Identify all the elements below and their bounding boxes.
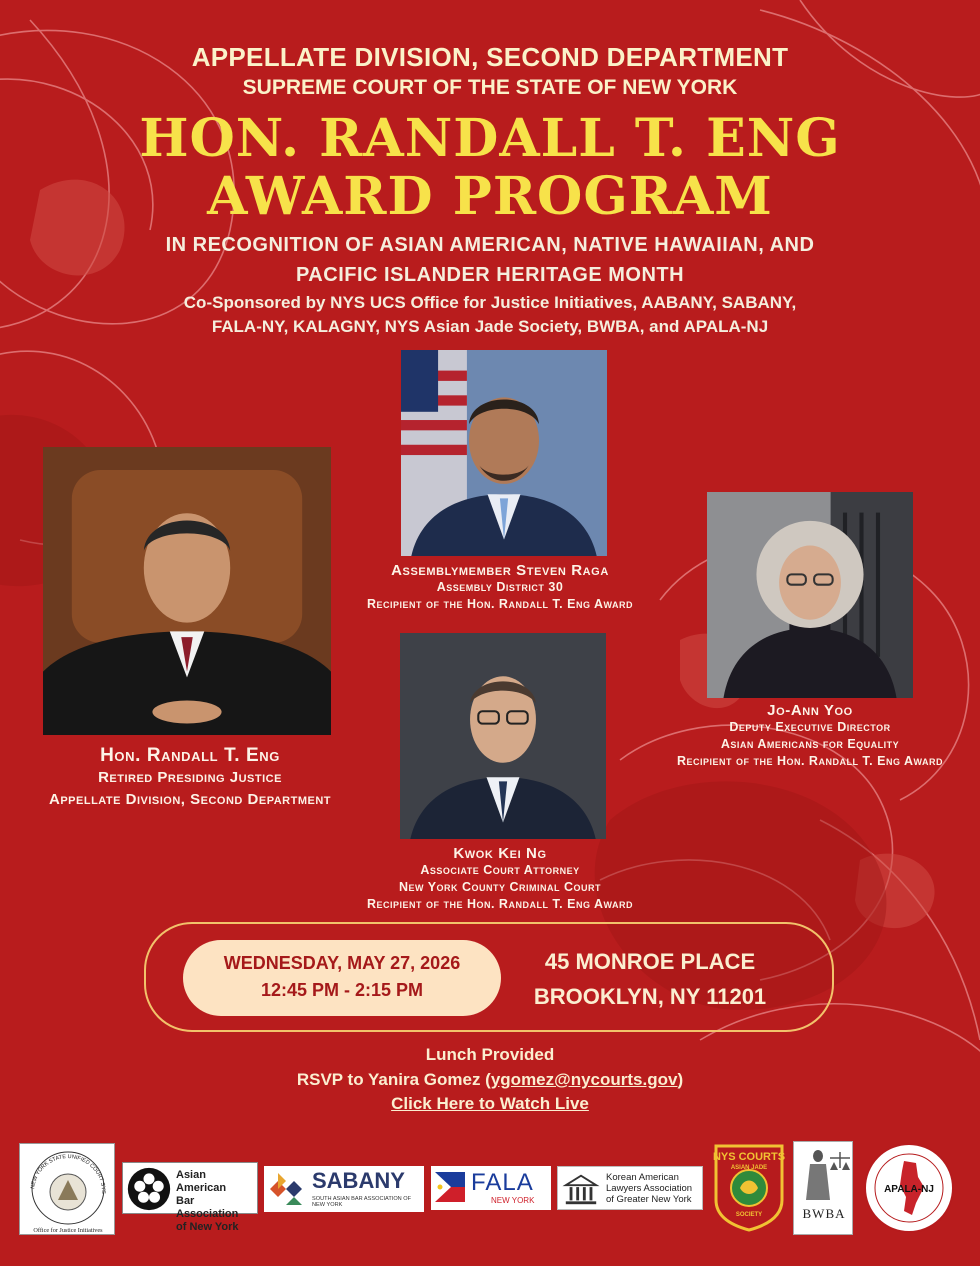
philippine-flag-icon [435, 1172, 465, 1202]
portrait-jo-ann-yoo [707, 492, 913, 698]
header-line-1: APPELLATE DIVISION, SECOND DEPARTMENT [191, 42, 789, 72]
caption-steven-raga-name: Assemblymember Steven Raga [391, 562, 609, 579]
kalagny-line-3: of Greater New York [606, 1194, 692, 1205]
sabany-caption: SOUTH ASIAN BAR ASSOCIATION OF NEW YORK [312, 1196, 412, 1208]
lunch-note: Lunch Provided [425, 1045, 555, 1064]
event-date: WEDNESDAY, MAY 27, 2026 [223, 953, 461, 973]
bwba-name: BWBA [802, 1206, 846, 1221]
watch-live-row [0, 1094, 980, 1114]
kalagny-line-1: Korean American [606, 1172, 679, 1183]
caption-steven-raga-line-2: Recipient of the Hon. Randall T. Eng Award [367, 597, 633, 611]
caption-randall-eng-line-1: Retired Presiding Justice [98, 769, 282, 786]
title-line-1: HON. RANDALL T. ENG [139, 108, 841, 169]
logo-kalagny [557, 1166, 703, 1210]
event-date-pill [183, 940, 501, 1016]
ucs-caption: Office for Justice Initiatives [33, 1227, 103, 1234]
logo-sabany [264, 1166, 424, 1212]
portrait-steven-raga [401, 350, 607, 556]
portrait-kwok-kei-ng-image [400, 633, 606, 839]
watch-live-link[interactable]: Click Here to Watch Live [391, 1094, 589, 1113]
fala-name: FALA [471, 1169, 534, 1196]
caption-jo-ann-yoo-line-3: Recipient of the Hon. Randall T. Eng Award [677, 754, 943, 768]
apala-name: APALA-NJ [884, 1184, 934, 1195]
jade-line-3: SOCIETY [735, 1212, 763, 1218]
ucs-arc-text: NEW YORK STATE UNIFIED COURT SYS [30, 1153, 107, 1194]
sabany-name: SABANY [312, 1168, 405, 1193]
portrait-randall-eng-image [43, 447, 331, 735]
event-address-line-2: BROOKLYN, NY 11201 [533, 984, 767, 1009]
kalagny-building-icon [562, 1170, 600, 1208]
portrait-steven-raga-image [401, 350, 607, 556]
jade-line-2: ASIAN JADE [730, 1165, 768, 1171]
caption-jo-ann-yoo [640, 702, 980, 770]
logo-asian-jade-society [710, 1140, 788, 1230]
rsvp-email-link[interactable]: ygomez@nycourts.gov [490, 1070, 678, 1089]
cosponsors-line-1: Co-Sponsored by NYS UCS Office for Justice Initiatives, AABANY, SABANY, [183, 293, 797, 312]
caption-kwok-kei-ng-line-3: Recipient of the Hon. Randall T. Eng Award [367, 897, 633, 911]
aabany-line-2: Bar Association [176, 1195, 239, 1220]
apala-nj-seal-icon [864, 1141, 954, 1235]
portrait-kwok-kei-ng [400, 633, 606, 839]
aabany-line-1: Asian American [176, 1169, 227, 1194]
logo-aabany [122, 1162, 258, 1233]
subtitle-line-1: IN RECOGNITION OF ASIAN AMERICAN, NATIVE HAWAIIAN, AND [165, 234, 815, 256]
caption-kwok-kei-ng-line-1: Associate Court Attorney [420, 863, 580, 877]
subtitle-line-2: PACIFIC ISLANDER HERITAGE MONTH [295, 264, 685, 286]
portrait-jo-ann-yoo-image [707, 492, 913, 698]
sabany-pattern-icon [266, 1169, 306, 1209]
event-address-line-1: 45 MONROE PLACE [544, 949, 756, 974]
caption-steven-raga [330, 562, 670, 613]
logo-apala-nj [864, 1141, 954, 1235]
caption-jo-ann-yoo-line-1: Deputy Executive Director [729, 720, 891, 734]
kalagny-line-2: Lawyers Association [606, 1183, 693, 1194]
portrait-randall-eng [43, 447, 331, 735]
caption-kwok-kei-ng-line-2: New York County Criminal Court [398, 880, 602, 894]
cosponsors-line-2: FALA-NY, KALAGNY, NYS Asian Jade Society, BWBA, and APALA-NJ [211, 317, 769, 336]
aabany-flower-icon [126, 1166, 172, 1212]
header-line-2: SUPREME COURT OF THE STATE OF NEW YORK [242, 76, 738, 99]
caption-jo-ann-yoo-name: Jo-Ann Yoo [767, 702, 853, 719]
caption-steven-raga-line-1: Assembly District 30 [436, 580, 564, 594]
caption-kwok-kei-ng-name: Kwok Kei Ng [453, 845, 547, 862]
title-line-2: AWARD PROGRAM [207, 166, 773, 227]
rsvp-line [0, 1070, 980, 1090]
rsvp-suffix: ) [677, 1070, 684, 1089]
fala-caption: NEW YORK [491, 1196, 535, 1205]
ucs-seal-icon [20, 1144, 116, 1236]
caption-randall-eng [10, 745, 370, 811]
caption-randall-eng-line-2: Appellate Division, Second Department [49, 791, 331, 808]
caption-randall-eng-name: Hon. Randall T. Eng [100, 745, 280, 766]
aabany-line-3: of New York [176, 1221, 239, 1233]
event-time: 12:45 PM - 2:15 PM [260, 980, 424, 1000]
lady-justice-icon [794, 1144, 854, 1204]
jade-line-1: NYS COURTS [712, 1151, 786, 1163]
logo-ucs-office-justice-initiatives [19, 1143, 115, 1235]
jade-society-badge-icon [710, 1140, 788, 1230]
caption-kwok-kei-ng [330, 845, 670, 913]
caption-jo-ann-yoo-line-2: Asian Americans for Equality [720, 737, 900, 751]
logo-fala-ny [431, 1166, 551, 1210]
logo-bwba [793, 1141, 853, 1235]
rsvp-prefix: RSVP to Yanira Gomez ( [296, 1070, 491, 1089]
